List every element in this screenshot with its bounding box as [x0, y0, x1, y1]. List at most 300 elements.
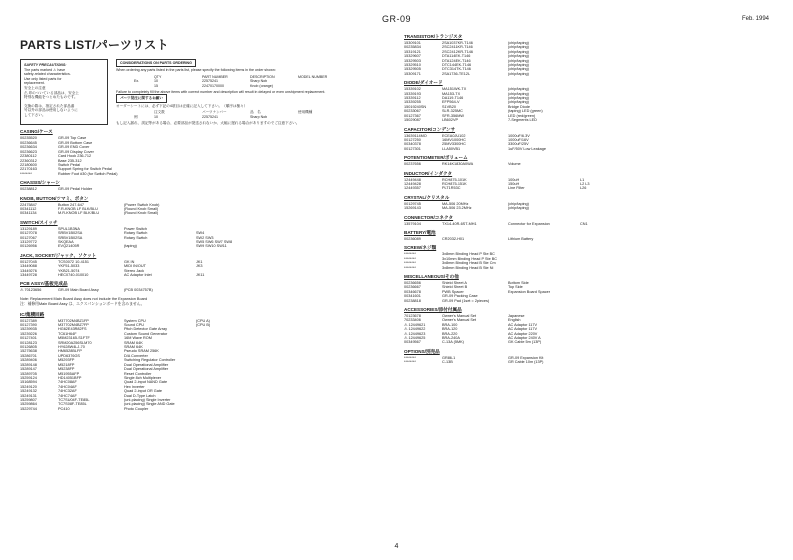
part-row	[404, 186, 776, 190]
part-number: 00237656	[404, 162, 421, 167]
part-number: 12449448	[404, 177, 421, 182]
part-name: HEC0740-010010	[58, 273, 89, 277]
part-name: TC7S08F-TE85L	[58, 402, 87, 407]
part-number: 15289147	[20, 367, 37, 372]
section-heading: CAPACITOR/コンデンサ	[404, 126, 456, 132]
part-name: TX14-40R-6ST-MH1	[442, 221, 477, 226]
part-number: 00127301	[404, 146, 421, 151]
part-number: 15249131	[20, 393, 37, 398]
part-number: ⚠ 70123656	[20, 288, 42, 293]
part-name: HD14051BFP	[58, 375, 82, 380]
part-name: ECEA0JU102	[442, 133, 466, 138]
part-number: 00236656	[404, 281, 421, 285]
part-name: M5218FP	[58, 362, 75, 367]
part-row	[20, 273, 392, 277]
part-description: (chip/taping)	[508, 41, 529, 45]
part-name: YKB21-5074	[58, 268, 80, 273]
section-heading: TRANSISTOR/トランジスタ	[404, 34, 463, 39]
section-heading: PCB ASSY/基板完成品	[20, 281, 68, 287]
part-number: 22380112	[20, 154, 37, 159]
ordering-example-table	[134, 75, 392, 88]
part-number: 00127389	[20, 318, 37, 323]
part-number: 15329505	[404, 67, 421, 72]
part-name: 3x8mm Binding Head B Ste Ni	[442, 265, 494, 270]
part-description: Quad 2-input NAND Gate	[124, 380, 168, 385]
part-location: JK3	[196, 264, 203, 269]
part-number: ********	[404, 261, 416, 266]
part-description: Photo Coupler	[124, 406, 149, 411]
part-name: MA153-TX	[442, 91, 461, 96]
part-number: 00349567	[404, 340, 421, 345]
part-name: HY628W4LJ-70	[58, 345, 85, 350]
part-number: 13129189	[20, 226, 37, 231]
part-location: L1	[580, 177, 585, 182]
part-name: SKQEAA	[58, 239, 74, 244]
part-description: Stereo Jack	[124, 268, 145, 273]
part-name: M37702M4BZ1FP	[58, 318, 89, 323]
part-number: 15259864	[20, 402, 37, 407]
part-number: 13449276	[20, 268, 37, 273]
part-location: L2 L3	[580, 181, 590, 186]
part-number: 00341134	[20, 211, 37, 216]
page-header	[0, 14, 793, 30]
part-number: ⚠ 12449621	[404, 322, 426, 327]
part-name: 25MV3300HC	[442, 142, 466, 147]
section-heading: DIODE/ダイオード	[404, 80, 443, 86]
part-number: ********	[404, 256, 416, 261]
part-location: SW5 SW6 SW7 SW8	[196, 239, 233, 244]
part-number: 15275638	[20, 349, 37, 354]
part-name: 74HC04AF	[58, 384, 77, 389]
part-number: 00127250	[404, 137, 421, 142]
part-description: (chip/taping)	[508, 67, 529, 72]
part-number: 00127401	[20, 336, 37, 341]
part-name: C-13A (5MK)	[442, 340, 464, 345]
part-number: 15019240SN	[404, 104, 427, 109]
part-description: 1uF/50V Low Leakage	[508, 146, 546, 151]
part-row	[404, 266, 776, 270]
part-number: 15239935	[20, 327, 37, 332]
part-number: 15329503	[404, 58, 421, 63]
part-description: Bridge Diode	[508, 104, 530, 109]
part-description: 1000uF/16V	[508, 137, 529, 142]
part-description: 100uH	[508, 177, 520, 182]
part-name: M5M23165-S1FTF	[58, 336, 90, 341]
section-heading: CONNECTOR/コネクタ	[404, 214, 454, 220]
part-number: 00127045	[20, 259, 37, 264]
part-name: SRBV1B02SA	[58, 231, 83, 236]
part-description: AC Adaptor Inlet	[124, 273, 152, 277]
part-name: RCH875-151K	[442, 181, 467, 186]
switch-section	[20, 219, 392, 249]
ic-section	[20, 311, 392, 412]
part-description: Dual Operational Amplifier	[124, 362, 169, 367]
part-number: 00233067	[404, 109, 421, 114]
part-name: GR-09 Pedal Holder	[58, 187, 93, 192]
part-number: 13639114MO	[404, 133, 427, 138]
knob-button-section	[20, 195, 392, 216]
ordering-jp-title: パーツ発注に関するお願い	[116, 94, 167, 102]
part-description: MIDI IN/OUT	[124, 264, 146, 269]
part-number: 15249132	[20, 389, 37, 394]
part-name: 3x8mm Binding Head P Ste BC	[442, 252, 495, 257]
part-description: Bottom Side	[508, 281, 529, 285]
part-description: (chip/taping)	[508, 96, 529, 101]
part-description: 150uH	[508, 181, 520, 186]
part-description: GR-09 Expansion Kit	[508, 355, 544, 360]
section-heading: MISCELLANEOUS/その他	[404, 274, 459, 279]
part-name: SPUL1B3NA	[58, 226, 80, 231]
section-heading: OPTIONS/別売品	[404, 348, 440, 354]
right-parts-sections	[404, 33, 776, 365]
part-description: Switching Regulator Controller	[124, 358, 176, 363]
part-description: Sound CPU	[124, 323, 145, 328]
part-name: 3x10mm Binding Head P Ste BC	[442, 256, 498, 261]
part-description: SRAM 64K	[124, 345, 143, 350]
part-name: Rubber Foot #30 (for Switch Pedal)	[58, 171, 118, 176]
part-number: 15339112	[404, 96, 421, 101]
part-description: D/A Converter	[124, 353, 148, 358]
section-heading: POTENTIOMETER/ボリューム	[404, 155, 468, 161]
part-number: 15168594	[20, 380, 37, 385]
safety-line: 特別な機能をつとめたものです。	[24, 95, 78, 100]
part-description: (chip/taping)	[508, 49, 529, 54]
part-description: (Round Knob Small)	[124, 211, 159, 216]
part-description: Rotary Switch	[124, 235, 148, 240]
page-title: PARTS LIST/パーツリスト	[20, 38, 169, 52]
connector-section	[404, 214, 776, 226]
part-number: 22170163	[20, 167, 37, 172]
col-model-number: MODEL NUMBER	[298, 74, 328, 79]
left-column	[20, 30, 392, 411]
safety-line: safety-related characteristics.	[24, 72, 71, 77]
part-description: (chip/taping)	[508, 63, 529, 68]
part-name: C-13B	[442, 360, 453, 365]
part-number: 22360312	[20, 158, 37, 163]
part-row	[404, 72, 776, 76]
part-number: 00236645	[20, 140, 37, 145]
transistor-section	[404, 33, 776, 76]
part-number: 15286701	[20, 353, 37, 358]
part-number: 15289148	[20, 362, 37, 367]
part-name: 16MV1000HC	[442, 137, 466, 142]
part-number: 15249120	[20, 384, 37, 389]
ordering-example-row: Ex. 10 22575241 Sharp Nob	[134, 79, 268, 84]
part-number: 00129745	[404, 201, 421, 206]
part-name: GR-09 Main Board Assy	[58, 288, 99, 293]
part-name: GR-09 Top Case	[58, 136, 87, 141]
part-description: (PCB 0034757B)	[124, 288, 153, 293]
part-number: 15309171	[404, 71, 421, 76]
part-name: M51955AFP	[58, 371, 80, 376]
section-heading: JACK, SOCKET/ジャック、ソケット	[20, 252, 97, 258]
part-row	[404, 147, 776, 151]
part-name: Base 235-312	[58, 158, 82, 163]
part-name: DTC144EK-T146	[442, 63, 472, 68]
part-description: LED (red/green)	[508, 113, 536, 118]
part-number: 15289705	[20, 371, 37, 376]
part-name: HM6528BLFP	[58, 349, 82, 354]
part-description: Japanese	[508, 314, 525, 319]
part-number: 13579104	[404, 221, 421, 226]
miscellaneous-section	[404, 273, 776, 303]
safety-line: 号以外の部品は使用しないように	[24, 108, 78, 113]
part-number: 15239226	[20, 331, 37, 336]
part-number: 00346678	[404, 289, 421, 294]
date: Feb. 1994	[741, 16, 769, 22]
part-description: (Power Switch Knob)	[124, 202, 160, 207]
part-description: Top Side	[508, 285, 523, 290]
part-description: AC Adaptor 117V	[508, 322, 538, 327]
part-name: GR-09 Bottom Case	[58, 140, 93, 145]
potentiometer-section	[404, 154, 776, 166]
safety-line: replacement.	[24, 81, 45, 86]
part-description: GR Cable 10m (13P)	[508, 360, 544, 365]
safety-lines	[24, 68, 104, 118]
part-location	[580, 266, 610, 270]
ordering-example-row: 15 22470170000 Knob (orange)	[154, 83, 273, 88]
ic-section	[20, 311, 392, 412]
part-location: (CPU B)	[196, 323, 211, 328]
part-number: ********	[404, 355, 416, 360]
part-name: YKF51-5033	[58, 264, 80, 269]
part-description: (uni-placing) Single Inverter	[124, 397, 171, 402]
part-number: 00126956	[20, 244, 37, 249]
safety-line: ⚠ 印のついている部品は、安全上	[24, 90, 79, 95]
part-name: M5238FP	[58, 367, 75, 372]
part-row	[20, 407, 392, 411]
part-name: PWB Spacer	[442, 289, 464, 294]
part-name: PLT1R53C	[442, 186, 461, 191]
part-name: 2SC2412KR-T146	[442, 49, 474, 54]
section-heading: SWITCH/スイッチ	[20, 219, 58, 225]
part-name: Button 247-647	[58, 202, 84, 207]
part-location	[580, 340, 610, 344]
part-location	[196, 288, 226, 292]
part-description: Dual Operational Amplifier	[124, 367, 169, 372]
part-description: AC Adaptor 240V A	[508, 336, 541, 341]
left-parts-sections	[20, 128, 392, 292]
part-number: 00127078	[20, 231, 37, 236]
part-description: (taping)	[124, 244, 137, 249]
ordering-box	[116, 59, 392, 125]
part-description	[124, 172, 196, 176]
part-description: Line Filter	[508, 186, 525, 191]
part-description	[508, 266, 580, 270]
part-location	[580, 299, 610, 303]
part-description: (chip/taping)	[508, 201, 529, 206]
part-description: 7-Segments LED	[508, 118, 537, 123]
part-number: 00341112	[20, 206, 37, 211]
part-number: 12449357	[404, 186, 421, 191]
part-name: TCS0072 10-4151	[58, 259, 90, 264]
section-heading: CASING/ケース	[20, 129, 53, 135]
section-heading: CRYSTAL/クリスタル	[404, 194, 450, 200]
ordering-failure-note: Failure to completely fill the above items with correct number and description will result in delayed or even unshipment replacement.	[116, 90, 326, 95]
part-name: 74HC32AF	[58, 389, 77, 394]
part-name: MA-506 23.2MHz	[442, 206, 472, 211]
part-location	[196, 211, 226, 215]
part-location	[580, 206, 610, 210]
part-location	[580, 360, 610, 364]
part-number: 00236667	[404, 285, 421, 290]
part-name: 74HC74AF	[58, 393, 77, 398]
part-row	[404, 222, 776, 226]
part-name: MA-506 20MHz	[442, 201, 469, 206]
part-number: 15309101	[404, 41, 421, 45]
pcb-note: Note: Replacement Main Board Assy does not include the Expansion Board	[20, 296, 148, 301]
part-location	[196, 172, 226, 176]
part-description: AC Adaptor 117V	[508, 327, 538, 332]
part-location	[580, 72, 610, 76]
part-description: (taping) LED (green)	[508, 109, 543, 114]
part-name: GR-09 END Cover	[58, 145, 90, 150]
part-name: PC410	[58, 406, 70, 411]
part-number: 22180600	[20, 162, 37, 167]
part-description: English	[508, 318, 521, 323]
part-location: SW9 SW10 SW11	[196, 244, 227, 249]
part-number: 15289406	[20, 358, 37, 363]
part-name: GR86-1	[442, 355, 456, 360]
part-number: 00236623	[20, 149, 37, 154]
section-heading: ACCESSORIES/添付付属品	[404, 307, 462, 313]
part-number: 15029087	[404, 118, 421, 123]
ordering-jp-table: 注文数 パーツナンバー 品 名 使用機種 例 10 22575241 Sharp Nob	[134, 110, 313, 119]
model-name: GR-09	[381, 14, 411, 24]
part-description: (chip/taping)	[508, 100, 529, 105]
part-row	[404, 162, 776, 166]
part-name: DA119-T146	[442, 96, 464, 101]
part-name: EFP564-V	[442, 100, 460, 105]
part-name: TC61H64F	[58, 331, 77, 336]
part-number: 12449428	[404, 181, 421, 186]
part-description: (chip/taping)	[508, 58, 529, 63]
part-description: Single 8ch Multiplexer	[124, 375, 162, 380]
part-location: CN1	[580, 221, 588, 226]
part-name: UPD6376GS	[58, 353, 80, 358]
section-heading: IC/集積回路	[20, 311, 45, 317]
part-description: Volume	[508, 162, 521, 167]
part-location	[580, 237, 610, 241]
part-location	[196, 407, 226, 411]
part-location: (CPU A)	[196, 318, 210, 323]
part-name: Switch Pedal	[58, 162, 80, 167]
part-description: 16M Wave ROM	[124, 336, 152, 341]
part-location: JK1	[196, 259, 203, 264]
part-name: BRA-220	[442, 331, 458, 336]
diode-section	[404, 79, 776, 122]
battery-section	[404, 229, 776, 241]
part-number: 13449728	[20, 273, 37, 277]
col-part-number: PART NUMBER	[202, 74, 228, 79]
part-number: ⚠ 12449625	[404, 336, 426, 341]
part-name: SRBV1B02SA	[58, 235, 83, 240]
part-row	[404, 118, 776, 122]
part-description: (chip/taping)	[508, 54, 529, 59]
part-number: 00127390	[20, 323, 37, 328]
safety-line: Use only listed parts for	[24, 76, 62, 81]
part-location: SW4	[196, 231, 205, 236]
part-description: (chip/taping)	[508, 91, 529, 96]
part-number: 00238818	[404, 298, 421, 303]
part-description: (chip/taping)	[508, 45, 529, 50]
part-name: 2SA1736-TE12L	[442, 71, 471, 76]
part-description: 3300uF/25V	[508, 142, 529, 147]
part-location: L26	[580, 186, 587, 191]
part-description: Expansion Board Spacer	[508, 289, 551, 294]
part-row	[404, 299, 776, 303]
part-number: 15329607	[404, 54, 421, 59]
jack-socket-section	[20, 252, 392, 278]
part-row	[20, 211, 392, 215]
part-name: M5293FP	[58, 358, 75, 363]
part-location: JK11	[196, 273, 205, 277]
pcb-note-jp: 注：補修用Main Board Assy は、エクスパンションボードを含みません。	[20, 302, 145, 307]
part-number: ********	[404, 252, 416, 257]
part-number: 00238812	[20, 187, 37, 192]
part-name: Owner's Manual Set	[442, 318, 477, 323]
part-location	[580, 147, 610, 151]
safety-line: して下さい。	[24, 112, 46, 117]
part-number: 00127067	[20, 235, 37, 240]
chassis-section	[20, 179, 392, 191]
inductor-section	[404, 170, 776, 191]
part-number: 15329510	[404, 63, 421, 68]
part-row	[20, 187, 392, 191]
part-name: LLA50VB1	[442, 146, 461, 151]
part-row	[404, 340, 776, 344]
part-name: MA151WK-TX	[442, 87, 467, 92]
casing-section	[20, 128, 392, 176]
part-description: Power Switch	[124, 226, 148, 231]
part-name: SLR-325MC	[442, 109, 463, 114]
safety-title: SAFETY PRECAUTIONS:	[24, 63, 67, 67]
part-number: 15319121	[404, 49, 421, 54]
part-name: 74HC08AF	[58, 380, 77, 385]
part-description: 1000uF/6.3V	[508, 133, 530, 138]
part-number: ********	[404, 265, 416, 270]
part-number: 15259807	[20, 397, 37, 402]
part-description: (chip/taping)	[508, 87, 529, 92]
notes-area	[20, 59, 392, 125]
part-name: Card Hook 236-712	[58, 154, 92, 159]
part-description: System CPU	[124, 318, 146, 323]
part-name: GR-09 Packing Case	[442, 294, 478, 299]
part-number: 15259124	[20, 375, 37, 380]
part-number: 15339255	[404, 100, 421, 105]
part-number: ⚠ 12449622	[404, 327, 426, 332]
part-number: ********	[404, 360, 416, 365]
part-name: Support Spring for Switch Pedal	[58, 167, 112, 172]
part-name: SFR-356MW	[442, 113, 464, 118]
part-description: AC Adaptor 220V	[508, 331, 538, 336]
section-heading: SCREW/ネジ類	[404, 245, 437, 251]
part-description: (chip/taping)	[508, 206, 529, 211]
part-number: 15229744	[20, 406, 37, 411]
part-number: 13449088	[20, 264, 37, 269]
safety-line: 安全上の注意	[24, 85, 46, 90]
part-location	[196, 187, 226, 191]
capacitor-section	[404, 126, 776, 152]
part-description: SRAM 64K	[124, 340, 143, 345]
part-description: Rotary Switch	[124, 231, 148, 236]
part-location	[580, 162, 610, 166]
part-name: EVQ21405R	[58, 244, 80, 249]
part-description: GK Cable 5m (13P)	[508, 340, 542, 345]
part-name: Shield Sheet B	[442, 285, 468, 290]
part-name: CR2032-H01	[442, 236, 465, 241]
part-name: DTA114EK-T146	[442, 54, 471, 59]
